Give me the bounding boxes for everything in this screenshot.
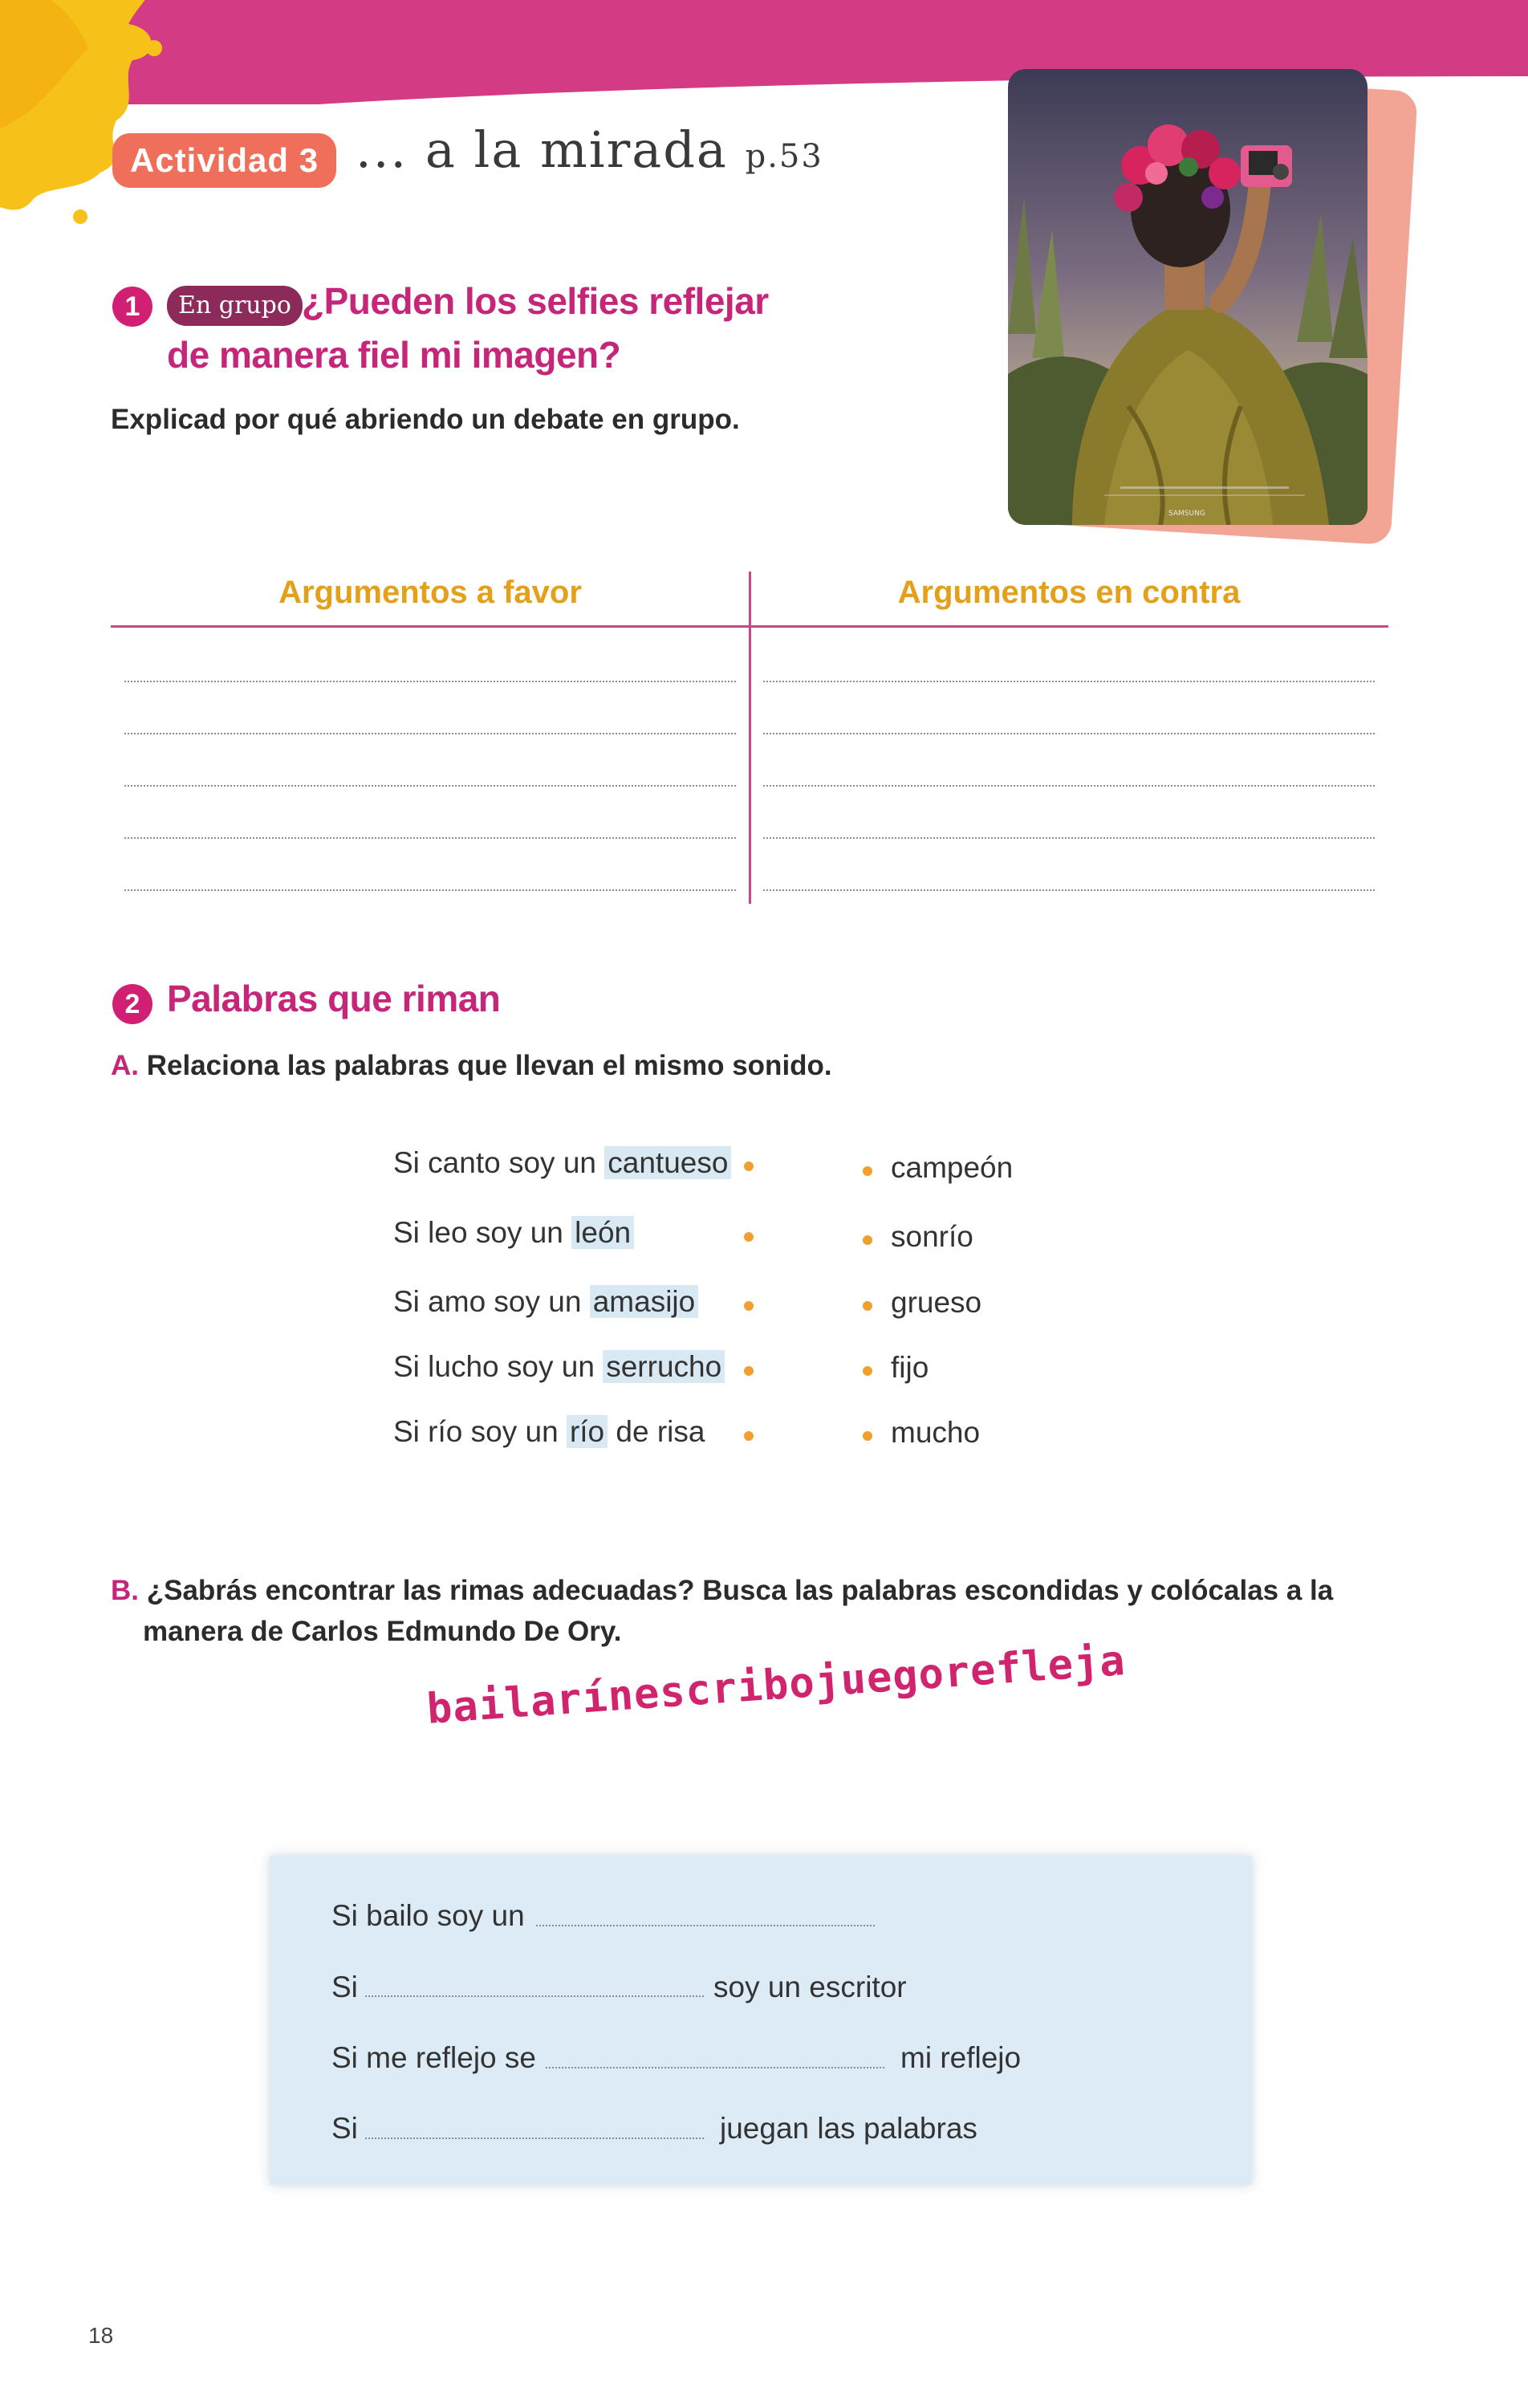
match-left-dot[interactable] — [744, 1232, 754, 1242]
fill-line-3-text: Si me reflejo se — [331, 2041, 536, 2074]
match-left-dot[interactable] — [744, 1301, 754, 1311]
match-right-item: grueso — [891, 1286, 982, 1319]
fill-line-2-after: soy un escritor — [713, 1971, 907, 2003]
highlighted-word: cantueso — [604, 1146, 731, 1179]
activity-title — [356, 120, 823, 179]
match-right-dot[interactable] — [863, 1166, 872, 1176]
match-right-dot[interactable] — [863, 1301, 872, 1311]
match-right-dot[interactable] — [863, 1431, 872, 1441]
highlighted-word: serrucho — [603, 1350, 725, 1383]
activity-badge: Actividad 3 — [112, 133, 336, 188]
match-left-item — [393, 1216, 634, 1250]
contra-answer-line[interactable] — [763, 785, 1375, 787]
table-divider-vertical — [749, 571, 751, 904]
table-header-contra: Argumentos en contra — [897, 575, 1241, 610]
fill-line-4-after: juegan las palabras — [720, 2112, 977, 2145]
fill-blank[interactable] — [365, 2138, 704, 2139]
fill-blank[interactable] — [365, 1995, 704, 1997]
match-left-prefix: Si leo soy un — [393, 1216, 572, 1249]
activity-page-ref: p.53 — [745, 138, 823, 175]
match-left-item — [393, 1146, 731, 1180]
favor-answer-line[interactable] — [124, 889, 736, 891]
activity-title-text: ... a la mirada — [356, 120, 728, 179]
match-right-item: fijo — [891, 1351, 929, 1384]
contra-answer-line[interactable] — [763, 837, 1375, 839]
match-right-dot[interactable] — [863, 1235, 872, 1245]
hidden-words-string: bailarínescribojuegorefleja — [425, 1637, 1128, 1734]
part-a-letter: A. — [111, 1050, 139, 1081]
selfie-painting-image — [1008, 69, 1367, 525]
match-left-prefix: Si amo soy un — [393, 1285, 590, 1318]
match-left-dot[interactable] — [744, 1161, 754, 1171]
match-right-item: sonrío — [891, 1220, 973, 1253]
match-left-item — [393, 1285, 698, 1319]
exercise-2-title: Palabras que riman — [167, 978, 501, 1019]
match-left-dot[interactable] — [744, 1366, 754, 1376]
fill-blank[interactable] — [546, 2067, 884, 2068]
match-left-prefix: Si canto soy un — [393, 1146, 605, 1179]
fill-line-1-text: Si bailo soy un — [331, 1899, 525, 1932]
favor-answer-line[interactable] — [124, 837, 736, 839]
table-header-favor: Argumentos a favor — [278, 575, 582, 610]
favor-answer-line[interactable] — [124, 785, 736, 787]
exercise-1-number: 1 — [112, 287, 152, 327]
match-right-item: campeón — [891, 1151, 1014, 1184]
part-b-letter: B. — [111, 1575, 139, 1606]
exercise-1-question-line2: de manera fiel mi imagen? — [167, 334, 621, 376]
favor-answer-line[interactable] — [124, 733, 736, 734]
part-b-instruction-line2: manera de Carlos Edmundo De Ory. — [143, 1616, 622, 1647]
fill-line-3-after: mi reflejo — [900, 2041, 1022, 2074]
favor-answer-line[interactable] — [124, 681, 736, 682]
highlighted-word: amasijo — [590, 1285, 699, 1318]
match-right-item: mucho — [891, 1416, 981, 1449]
group-badge: En grupo — [167, 286, 303, 326]
part-b-instruction-line1 — [111, 1575, 1333, 1607]
match-left-suffix: de risa — [608, 1415, 705, 1448]
yellow-paint-splash — [0, 0, 177, 241]
exercise-2-number: 2 — [112, 984, 152, 1024]
part-a-instruction — [111, 1050, 832, 1082]
match-left-item — [393, 1350, 725, 1384]
part-b-text: ¿Sabrás encontrar las rimas adecuadas? Busca las palabras escondidas y colócalas a la — [146, 1575, 1334, 1606]
exercise-1-instruction: Explicad por qué abriendo un debate en grupo. — [111, 404, 740, 435]
match-left-item — [393, 1415, 705, 1449]
match-left-prefix: Si lucho soy un — [393, 1350, 603, 1383]
match-left-dot[interactable] — [744, 1431, 754, 1441]
part-a-text: Relaciona las palabras que llevan el mismo sonido. — [146, 1050, 832, 1081]
match-right-dot[interactable] — [863, 1366, 872, 1376]
fill-line-2-text: Si — [331, 1971, 358, 2003]
fill-blank[interactable] — [536, 1925, 875, 1926]
match-left-prefix: Si río soy un — [393, 1415, 567, 1448]
contra-answer-line[interactable] — [763, 889, 1375, 891]
fill-line-4-text: Si — [331, 2112, 358, 2145]
page-number: 18 — [88, 2323, 114, 2348]
contra-answer-line[interactable] — [763, 733, 1375, 734]
highlighted-word: león — [571, 1216, 634, 1249]
contra-answer-line[interactable] — [763, 681, 1375, 682]
exercise-1-question-line1: ¿Pueden los selfies reflejar — [302, 280, 769, 322]
photo-brand: SAMSUNG — [1168, 510, 1205, 518]
highlighted-word: río — [567, 1415, 608, 1448]
